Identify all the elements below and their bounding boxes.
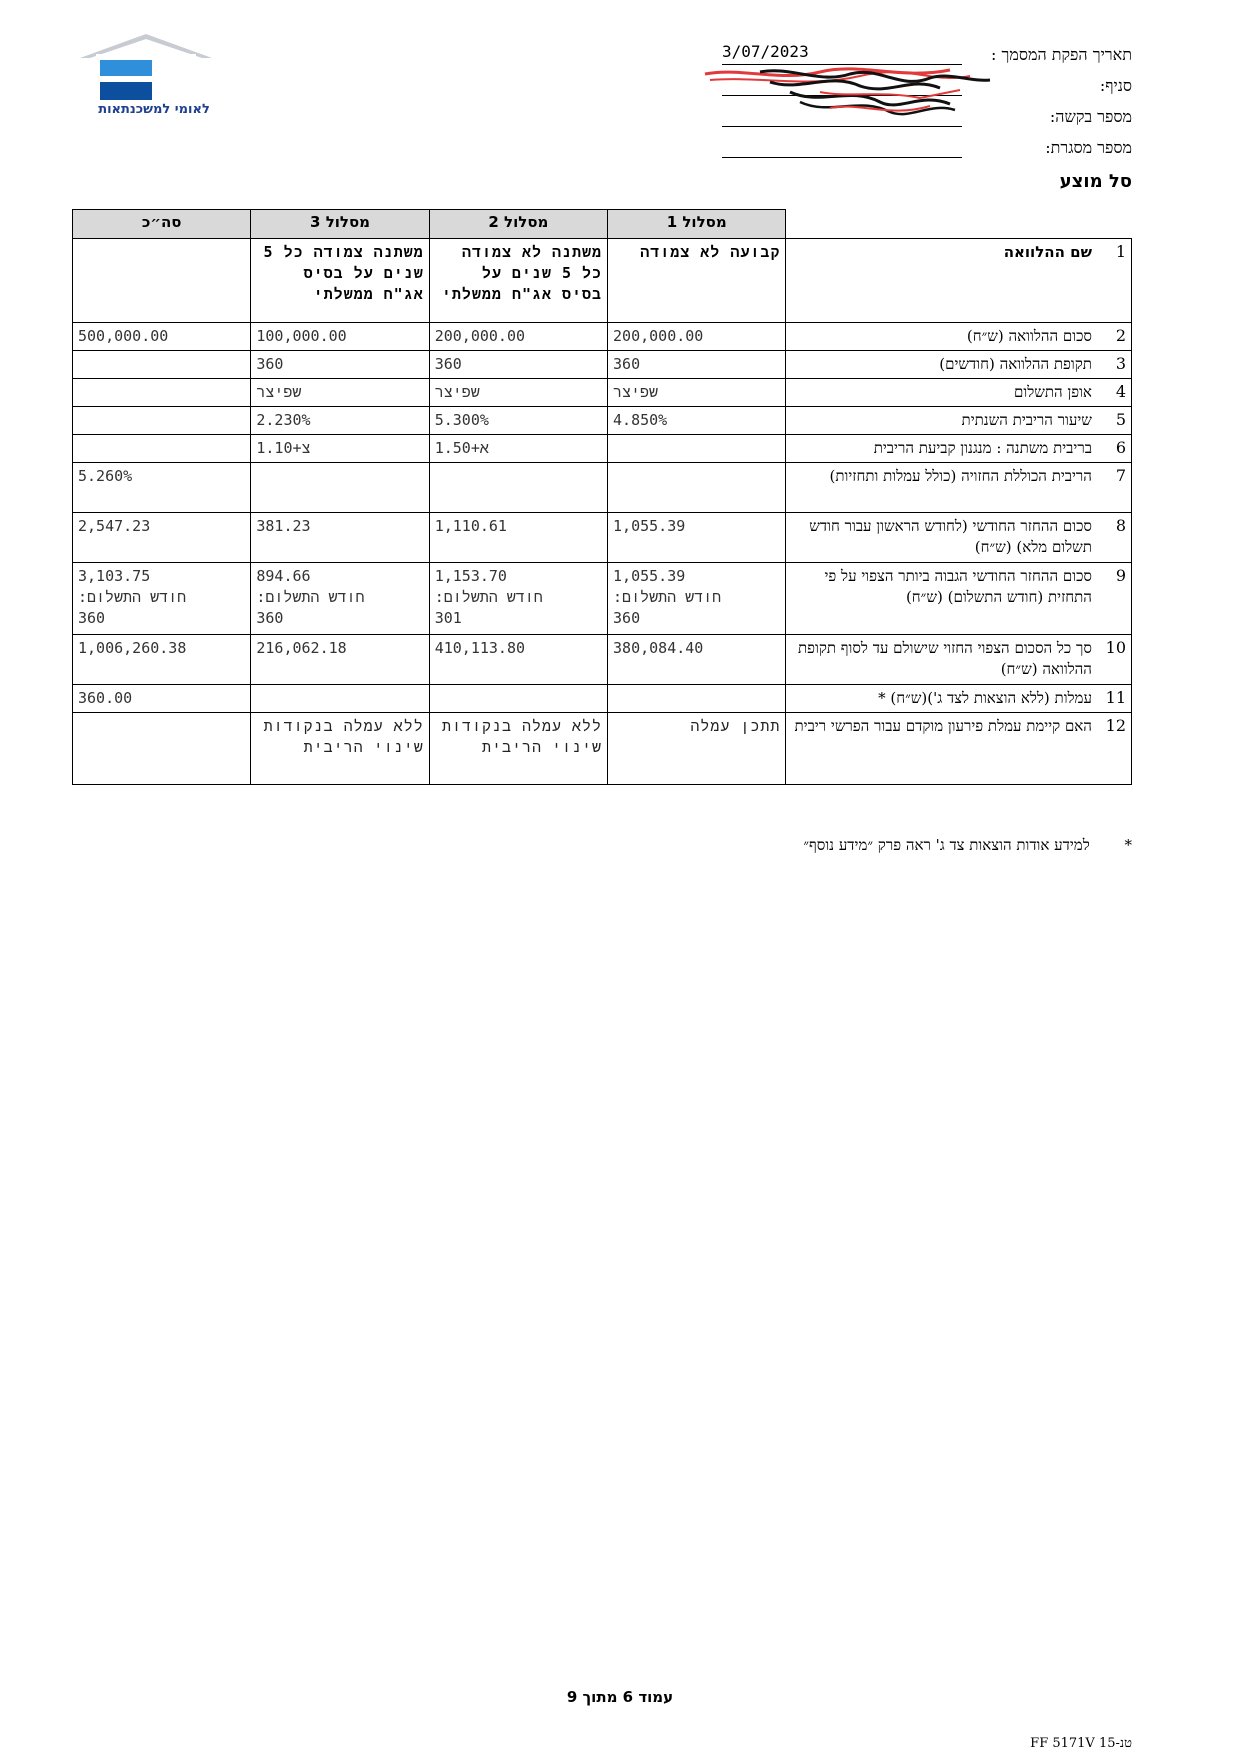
table-row (73, 513, 1132, 563)
row-label: שיעור הריבית השנתית (786, 407, 1097, 435)
cell-value: 200,000.00 (429, 323, 607, 351)
cell-value: 5.260% (73, 463, 251, 513)
cell-value (73, 435, 251, 463)
cell-value: 1,110.61 (429, 513, 607, 563)
row-number: 11 (1097, 685, 1132, 713)
cell-value: שפיצר (608, 379, 786, 407)
logo-text: לאומי למשכנתאות (98, 102, 210, 117)
cell-value: משתנה לא צמודה כל 5 שנים על בסיס אג"ח ממשלתי (429, 239, 607, 323)
cell-value: קבועה לא צמודה (608, 239, 786, 323)
redaction-scribble-icon (700, 62, 1000, 132)
footnote-star: * (1124, 836, 1132, 854)
cell-value (429, 563, 607, 635)
table-row (73, 463, 1132, 513)
cell-value: 381.23 (251, 513, 429, 563)
row-label: אופן התשלום (786, 379, 1097, 407)
cell-value: 1,006,260.38 (73, 635, 251, 685)
payment-month-label: חודש התשלום: (613, 588, 722, 606)
row-label: סך כל הסכום הצפוי החזוי שישולם עד לסוף תקופת ההלוואה (ש״ח) (786, 635, 1097, 685)
cell-value (251, 685, 429, 713)
table-row (73, 563, 1132, 635)
row-number: 5 (1097, 407, 1132, 435)
header-spacer (786, 210, 1132, 239)
payment-month-label: חודש התשלום: (434, 588, 543, 606)
row-label: סכום ההחזר החודשי הגבוה ביותר הצפוי על פי התחזית (חודש התשלום) (ש״ח) (786, 563, 1097, 635)
cell-value: 360 (251, 351, 429, 379)
cell-value: ללא עמלה בנקודות שינוי הריבית (251, 713, 429, 785)
issue-date-row (722, 34, 1132, 65)
table-row (73, 323, 1132, 351)
max-payment-value: 1,153.70 (434, 567, 507, 585)
cell-value (73, 379, 251, 407)
cell-value: ללא עמלה בנקודות שינוי הריבית (429, 713, 607, 785)
cell-value: 500,000.00 (73, 323, 251, 351)
request-label: מספר בקשה: (1049, 107, 1132, 126)
row-label: תקופת ההלוואה (חודשים) (786, 351, 1097, 379)
row-number: 3 (1097, 351, 1132, 379)
cell-value (429, 685, 607, 713)
payment-month-value: 360 (78, 609, 106, 627)
cell-value: 360.00 (73, 685, 251, 713)
row-number: 2 (1097, 323, 1132, 351)
row-number: 1 (1097, 239, 1132, 323)
payment-month-value: 360 (256, 609, 284, 627)
table-row (73, 379, 1132, 407)
max-payment-value: 3,103.75 (78, 567, 151, 585)
row-number: 8 (1097, 513, 1132, 563)
row-label: שם ההלוואה (786, 239, 1097, 323)
cell-value: 200,000.00 (608, 323, 786, 351)
cell-value: 380,084.40 (608, 635, 786, 685)
row-number: 9 (1097, 563, 1132, 635)
table-row (73, 635, 1132, 685)
section-title: סל מוצע (1059, 171, 1132, 192)
cell-value (73, 351, 251, 379)
payment-month-label: חודש התשלום: (256, 588, 365, 606)
row-label: סכום ההחזר החודשי (לחודש הראשון עבור חודש תשלום מלא) (ש״ח) (786, 513, 1097, 563)
column-header-track-3: מסלול 3 (251, 210, 429, 239)
max-payment-value: 894.66 (256, 567, 311, 585)
cell-value (429, 463, 607, 513)
max-payment-value: 1,055.39 (613, 567, 686, 585)
row-number: 12 (1097, 713, 1132, 785)
cell-value (73, 407, 251, 435)
row-number: 10 (1097, 635, 1132, 685)
table-row (73, 713, 1132, 785)
cell-value: 5.300% (429, 407, 607, 435)
payment-month-label: חודש התשלום: (78, 588, 187, 606)
table-row (73, 435, 1132, 463)
row-label: הריבית הכוללת החזויה (כולל עמלות ותחזיות) (786, 463, 1097, 513)
row-label: בריבית משתנה : מנגנון קביעת הריבית (786, 435, 1097, 463)
cell-value: 2.230% (251, 407, 429, 435)
cell-value (608, 463, 786, 513)
cell-value: א+1.50 (429, 435, 607, 463)
table-row (73, 407, 1132, 435)
payment-month-value: 360 (613, 609, 641, 627)
footnote (803, 836, 1132, 855)
column-header-track-2: מסלול 2 (429, 210, 607, 239)
cell-value (608, 563, 786, 635)
cell-value (73, 713, 251, 785)
row-label: סכום ההלוואה (ש״ח) (786, 323, 1097, 351)
column-header-track-1: מסלול 1 (608, 210, 786, 239)
page-number: עמוד 6 מתוך 9 (566, 1688, 674, 1706)
cell-value (608, 685, 786, 713)
cell-value: משתנה צמודה כל 5 שנים על בסיס אג"ח ממשלתי (251, 239, 429, 323)
table-row (73, 685, 1132, 713)
column-header-total: סה״כ (73, 210, 251, 239)
issue-date-value: 3/07/2023 (722, 42, 962, 65)
cell-value: 1,055.39 (608, 513, 786, 563)
footnote-text: למידע אודות הוצאות צד ג' ראה פרק ״מידע נוסף״ (803, 836, 1090, 854)
row-number: 7 (1097, 463, 1132, 513)
cell-value: שפיצר (251, 379, 429, 407)
framework-label: מספר מסגרת: (1045, 138, 1132, 157)
cell-value: 216,062.18 (251, 635, 429, 685)
payment-month-value: 301 (434, 609, 462, 627)
branch-label: סניף: (1099, 76, 1132, 95)
cell-value: 100,000.00 (251, 323, 429, 351)
cell-value: 360 (608, 351, 786, 379)
framework-value (722, 135, 962, 158)
cell-value: 4.850% (608, 407, 786, 435)
row-number: 4 (1097, 379, 1132, 407)
cell-value (73, 563, 251, 635)
table-row (73, 239, 1132, 323)
cell-value (608, 435, 786, 463)
cell-value (251, 463, 429, 513)
table-header-row (73, 210, 1132, 239)
row-number: 6 (1097, 435, 1132, 463)
cell-value: שפיצר (429, 379, 607, 407)
row-label: עמלות (ללא הוצאות לצד ג')(ש״ח) * (786, 685, 1097, 713)
cell-value (251, 563, 429, 635)
issue-date-label: תאריך הפקת המסמך : (991, 45, 1132, 64)
cell-value (73, 239, 251, 323)
table-row (73, 351, 1132, 379)
loan-offer-table (72, 209, 1132, 785)
cell-value: 360 (429, 351, 607, 379)
cell-value: 410,113.80 (429, 635, 607, 685)
form-code: טנ-15 FF 5171V (1030, 1736, 1132, 1751)
cell-value: תתכן עמלה (608, 713, 786, 785)
cell-value: צ+1.10 (251, 435, 429, 463)
cell-value: 2,547.23 (73, 513, 251, 563)
row-label: האם קיימת עמלת פירעון מוקדם עבור הפרשי ריבית (786, 713, 1097, 785)
